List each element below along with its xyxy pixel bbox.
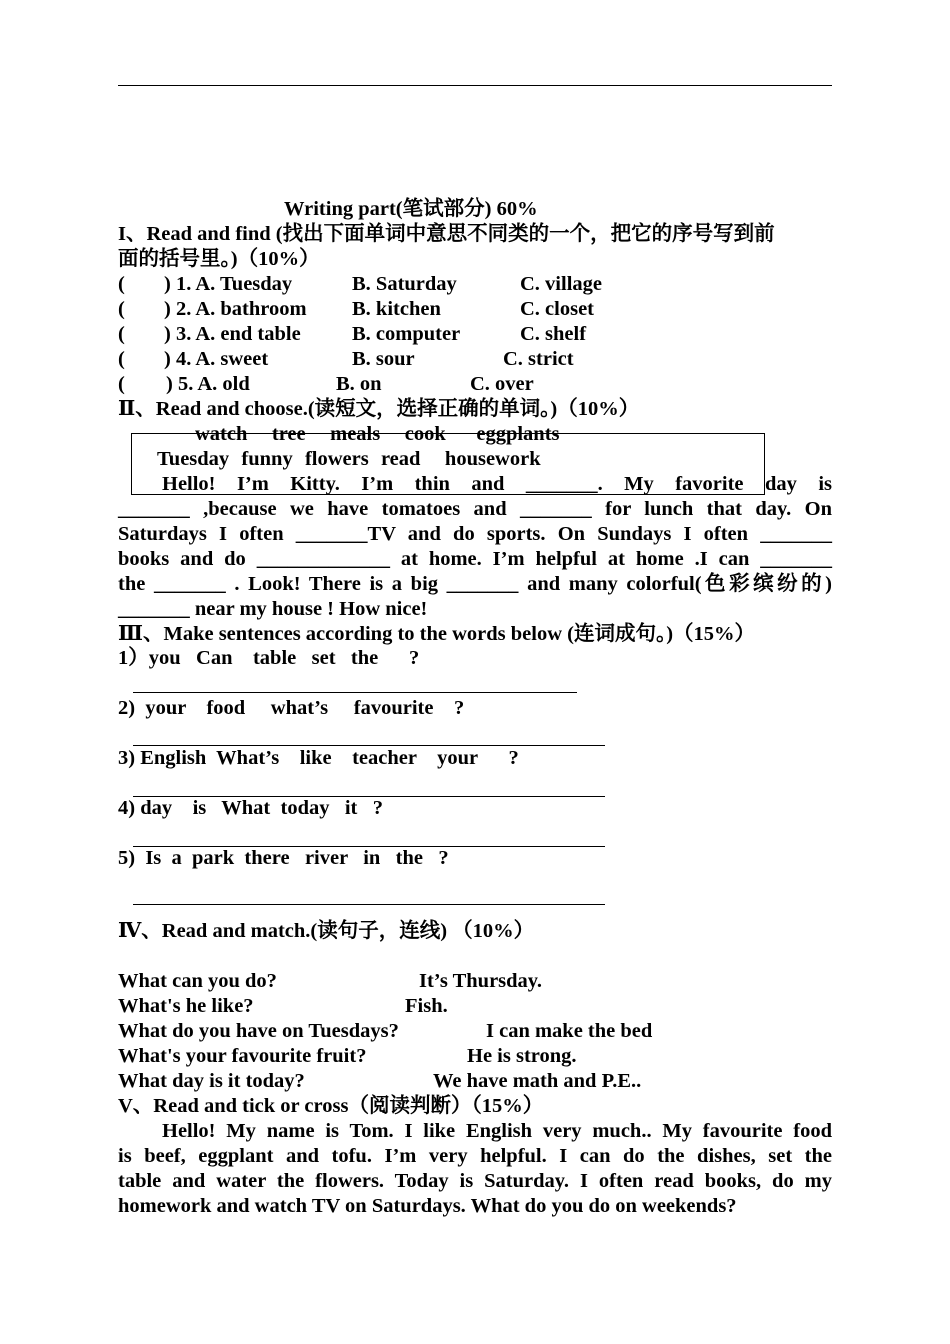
choice-item-4-b: B. sour <box>352 348 415 370</box>
choice-item-5: ( ) 5. A. old <box>118 373 250 395</box>
choice-item-1-c: C. village <box>520 273 602 295</box>
answer-paren[interactable]: ( <box>118 298 125 320</box>
passage-line-6: _______ near my house ! How nice! <box>118 598 428 620</box>
reading-line-3: table and water the flowers. Today is Saturday. I often read books, do my <box>118 1170 832 1192</box>
header-rule <box>118 85 832 86</box>
match-question-1[interactable]: What can you do? <box>118 970 277 992</box>
match-answer-5[interactable]: We have math and P.E.. <box>433 1070 642 1092</box>
reading-line-2: is beef, eggplant and tofu. I’m very helpful. I can do the dishes, set the <box>118 1145 832 1167</box>
choice-item-1-b: B. Saturday <box>352 273 457 295</box>
answer-paren[interactable]: ( <box>118 273 125 295</box>
match-question-4[interactable]: What's your favourite fruit? <box>118 1045 367 1067</box>
passage-line-3: Saturdays I often _______TV and do sports. On Sundays I often _______ <box>118 523 832 545</box>
choice-item-2-c: C. closet <box>520 298 595 320</box>
answer-line-5[interactable] <box>133 904 605 905</box>
reading-line-4: homework and watch TV on Saturdays. What do you do on weekends? <box>118 1195 737 1217</box>
choice-item-3-b: B. computer <box>352 323 461 345</box>
match-answer-2[interactable]: Fish. <box>405 995 448 1017</box>
sentence-words-1: 1）you Can table set the ? <box>118 647 420 669</box>
section5-heading: V、Read and tick or cross（阅读判断）（15%） <box>118 1095 544 1117</box>
choice-item-4: ( ) 4. A. sweet <box>118 348 269 370</box>
match-answer-4[interactable]: He is strong. <box>467 1045 577 1067</box>
choice-item-3: ( ) 3. A. end table <box>118 323 301 345</box>
match-answer-3[interactable]: I can make the bed <box>486 1020 653 1042</box>
passage-line-2: _______ ,because we have tomatoes and _______ for lunch that day. On <box>118 498 832 520</box>
choice-item-4-c: C. strict <box>503 348 574 370</box>
passage-line-4: books and do _____________ at home. I’m helpful at home .I can _______ <box>118 548 832 570</box>
section3-heading: Ⅲ、Make sentences according to the words below (连词成句。)（15%） <box>118 623 756 645</box>
match-question-2[interactable]: What's he like? <box>118 995 254 1017</box>
choice-item-2-b: B. kitchen <box>352 298 441 320</box>
choice-item-3-c: C. shelf <box>520 323 587 345</box>
choice-item-5-b: B. on <box>336 373 382 395</box>
sentence-words-4: 4) day is What today it ? <box>118 797 384 819</box>
match-question-5[interactable]: What day is it today? <box>118 1070 305 1092</box>
page-title: Writing part(笔试部分) 60% <box>284 198 538 220</box>
passage-line-1: Hello! I’m Kitty. I’m thin and _______. My favorite day is <box>162 473 832 495</box>
reading-line-1: Hello! My name is Tom. I like English very much.. My favourite food <box>162 1120 832 1142</box>
section4-heading: Ⅳ、Read and match.(读句子，连线) （10%） <box>118 920 535 942</box>
answer-paren[interactable]: ( <box>118 323 125 345</box>
word-box-row1: watch tree meals cook eggplants <box>195 423 560 445</box>
match-answer-1[interactable]: It’s Thursday. <box>419 970 543 992</box>
match-question-3[interactable]: What do you have on Tuesdays? <box>118 1020 399 1042</box>
sentence-words-2: 2) your food what’s favourite ? <box>118 697 465 719</box>
section1-heading-line1: I、Read and find (找出下面单词中意思不同类的一个，把它的序号写到前 <box>118 223 775 245</box>
choice-item-1: ( ) 1. A. Tuesday <box>118 273 293 295</box>
sentence-words-5: 5) Is a park there river in the ? <box>118 847 449 869</box>
sentence-words-3: 3) English What’s like teacher your ? <box>118 747 519 769</box>
passage-line-5: the _______ . Look! There is a big _______ and many colorful(色彩缤纷的) <box>118 573 832 595</box>
choice-item-2: ( ) 2. A. bathroom <box>118 298 307 320</box>
answer-paren[interactable]: ( <box>118 373 125 395</box>
section1-heading-line2: 面的括号里。)（10%） <box>118 248 320 270</box>
choice-item-5-c: C. over <box>470 373 534 395</box>
answer-line-1[interactable] <box>133 692 577 693</box>
section2-heading: Ⅱ、Read and choose.(读短文，选择正确的单词。)（10%） <box>118 398 640 420</box>
word-box-row2: Tuesday funny flowers read housework <box>157 448 541 470</box>
answer-paren[interactable]: ( <box>118 348 125 370</box>
